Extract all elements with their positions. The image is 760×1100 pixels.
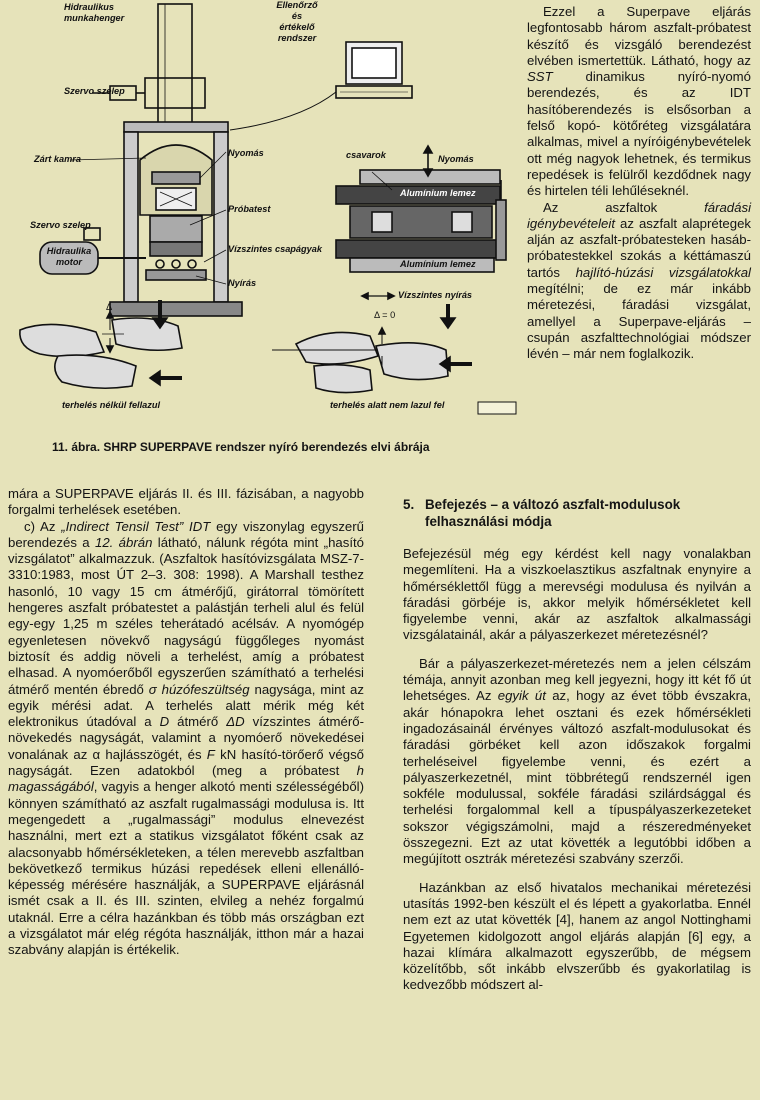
servo-valve-top [145,78,205,108]
label-pressure: Nyomás [228,148,264,158]
label-control-system: Ellenőrző és értékelő rendszer [276,0,318,43]
label-delta-zero: Δ = 0 [374,310,396,320]
label-specimen: Próbatest [228,204,271,214]
right-top-column [527,4,751,363]
paragraph: Befejezésül még egy kérdést kell nagy vonalakban megemlíteni. Ha a viszkoelasztikus aszfaltnak enynyire a hőmérséklettől függ a merevségi modulusa és nyilván a fáradási görbéje is, akkor melyik hőmérsékletet kell figyelembe venni, akár az aszfaltok alkalmassági vizsgálatainál, akár a pályaszerkezet méretezésnél? [403,546,751,643]
figure-caption: 11. ábra. SHRP SUPERPAVE rendszer nyíró berendezés elvi ábrája [52,440,430,454]
label-servo-valve-side: Szervo szelep [30,220,91,230]
right-bottom-column [403,546,751,994]
label-aluminium-plate-bottom: Alumínium lemez [400,259,476,269]
label-bolts: csavarok [346,150,386,160]
label-servo-valve: Szervo szelep [64,86,125,96]
label-hydraulic-motor: Hidraulika motor [46,246,92,267]
label-horizontal-bearings: Vízszintes csapágyak [228,244,322,254]
section-title: Befejezés – a változó aszfalt-modulusok felhasználási módja [425,497,681,529]
hydraulic-cylinder [158,4,192,124]
paragraph: mára a SUPERPAVE eljárás II. és III. fázisában, a nagyobb forgalmi terhelések esetében. [8,486,364,518]
paragraph: Hazánkban az első hivatalos mechanikai méretezési utasítás 1992-ben készült el és lépett a gyakorlatba. Ennél nem ezt az utat követték [4], hanem az angol Nottinghami Egyetemen kidolgozott angol eljárás alapján [6] egy, a hazai klímára alkalmazott egyszerűbb, de mégsem közelítőbb, sőt inkább elvszerűbb és gyakorlatilag is kedvezőbb módszert al- [403,879,751,993]
label-delta: Δ [106,302,113,312]
label-loaded: terhelés alatt nem lazul fel [330,400,445,410]
label-horizontal-shear: Vízszintes nyírás [398,290,473,300]
paragraph: Az aszfaltok fáradási igénybevételeit az aszfalt alaprétegek alján az aszfalt-próbatesteken hasáb-próbatestekkel szokás a kéttámaszú tartós hajlító-húzási vizsgálatokkal megítélni; de ez már inkább méretezési, fáradási vizsgálat, amellyel a Superpave-eljárás – csupán aszfalttechnológiai módszer lévén – már nem foglalkozik. [527,199,751,362]
label-hydraulic-cylinder: Hidraulikus munkahenger [64,2,125,23]
left-column [8,486,364,959]
label-aluminium-plate-top: Alumínium lemez [400,188,476,198]
label-shear: Nyírás [228,278,257,288]
label-closed-chamber: Zárt kamra [34,154,81,164]
label-unloaded: terhelés nélkül fellazul [62,400,161,410]
paragraph: Bár a pályaszerkezet-méretezés nem a jelen célszám témája, annyit azonban meg kell jegyezni, hogy itt két fő út lehetséges. Az egyik út az, hogy az évet több évszakra, akár hónapokra lehet osztani és ezek hőmérsékleti ingadozásainál érvényes változó aszfalt-modulusokat és fáradási görbéket kell azon időszakok forgalmi terheléseivel figyelembe venni, és ezért a pályaszerkezetnél, mint többrétegű rendszernél igen sokféle modulussal, sokféle fáradási szilárdsággal és terhelési forgalommal kell a típuspályaszerkezeteket sokszor végigszámolni, majd a részeredményeket összegezni. Ezt az utat követték a legutóbbi időben a megújított osztrák méretezési szabvány szerzői. [403,655,751,867]
paragraph: Ezzel a Superpave eljárás legfontosabb három aszfalt-próbatest készítő és vizsgáló berendezést elvében ismertettük. Látható, hogy az SST dinamikus nyíró-nyomó berendezés, és az IDT hasítóberendezés is elsősorban a felső kopó- kötőréteg vizsgálatára alkalmas, mivel a nyíróigénybevételek ott még nagyok lehetnek, és termikus repedések is felülről kezdődnek nagy és hirtelen téli lehűléseknél. [527,4,751,199]
label-pressure-right: Nyomás [438,154,474,164]
section-number: 5. [403,497,415,512]
figure-11 [0,0,520,470]
paragraph: c) Az „Indirect Tensil Test” IDT egy viszonylag egyszerű berendezés a 12. ábrán látható, nálunk régóta mint „hasító vizsgálatot” alkalmazzuk. (Aszfaltok hasítóvizsgálata MSZ-7-3310:1983, most ÚT 2–3. 308: 1998). A Marshall testhez hasonló, 10 vagy 15 cm átmérőjű, girátorral tömörített hengeres aszfalt próbatestet a palástján terheli alul és felül egy-egy 1,25 m széles teherátadó acélsáv. A nyomógép egyenletesen növekvő nagyságú függőleges nyomást biztosít és addig növeli a terhelést, amíg a próbatest elhasad. A nyomóerőből egyszerűen számítható a terhelési átmérő mentén ébredő σ húzófeszültség nagysága, mint az egyik mérési adat. A terhelés alatt mérik még két elektronikus útadóval a D átmérő ΔD vízszintes átmérő-növekedés nagyságát, valamint a nyomóerő növekedései vonalának az α hajlásszögét, és F kN hasító-törőerő végső nagyságát. Ezen adatokból (meg a próbatest h magasságából, vagyis a henger alkotó menti szélességéből) könnyen számítható az aszfalt rugalmassági modulusa is. Itt megengedett a „rugalmassági” modulus elnevezést használni, mert ezt a statikus vizsgálatot főként csak az alacsonyabb hőmérsékleteken, a télen merevebb aszfaltban bekövetkező termikus húzási repedések elleni ellenálló-képesség mérésére használják, a SUPERPAVE eljárásnál ismét csak a II. és III. szinten, elvileg a nehéz forgalmú utaknál. Erre a célra hazánkban és több más országban ezt a vizsgálatot már elég régóta használják, itthon már a hazai szabvány alapján is értékelik. [8,518,364,958]
